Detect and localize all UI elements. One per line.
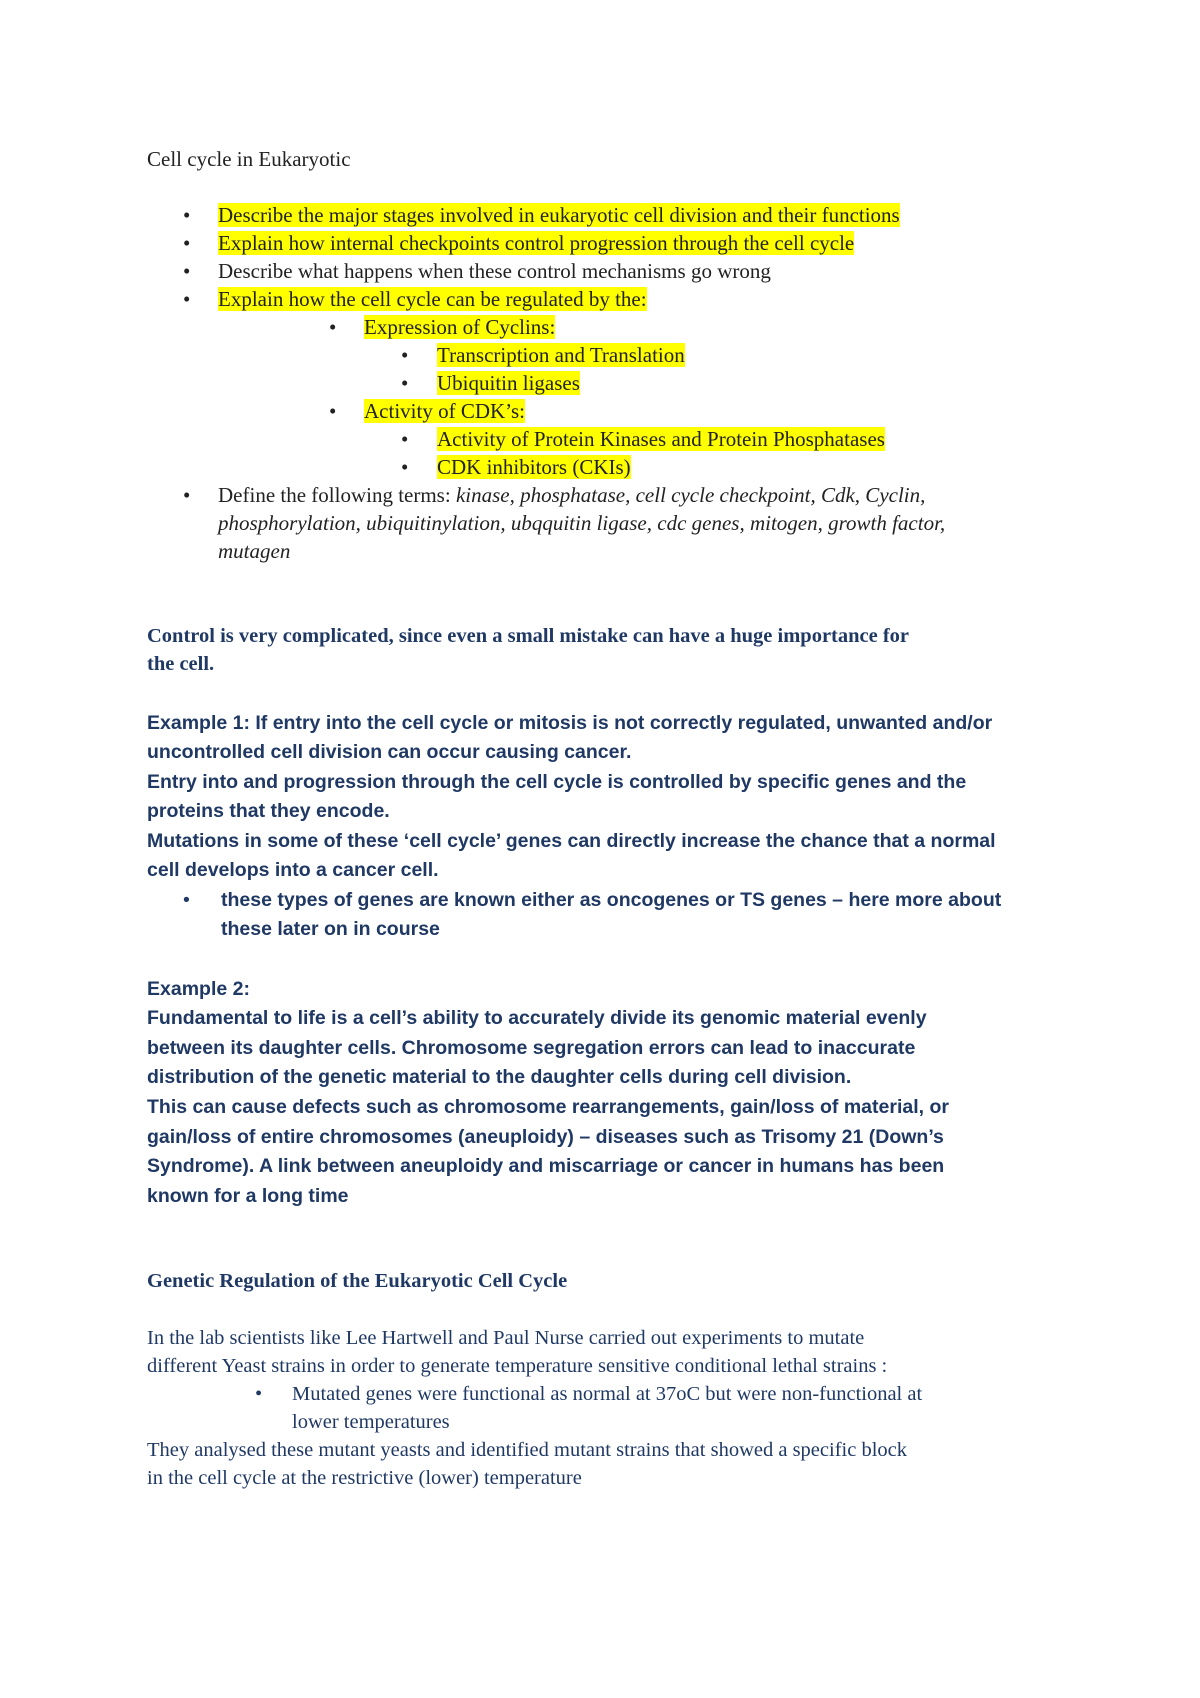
example1-line1: Example 1: If entry into the cell cycle or mitosis is not correctly regulated, unwanted and/or (147, 712, 993, 734)
example2-line1: Fundamental to life is a cell’s ability to accurately divide its genomic material evenly (147, 1007, 927, 1029)
bullet: • (255, 1383, 263, 1405)
example1-line2: uncontrolled cell division can occur causing cancer. (147, 741, 632, 763)
control-line2: the cell. (147, 653, 215, 675)
list-item: Activity of CDK’s: (364, 399, 525, 423)
example1-line4: proteins that they encode. (147, 800, 390, 822)
bullet: • (329, 315, 337, 339)
list-item: Transcription and Translation (437, 343, 685, 367)
example1-bullet-line1: these types of genes are known either as oncogenes or TS genes – here more about (221, 889, 1002, 911)
example1-line3: Entry into and progression through the cell cycle is controlled by specific genes and the (147, 771, 967, 793)
define-terms-line2: phosphorylation, ubiquitinylation, ubqquitin ligase, cdc genes, mitogen, growth factor, (218, 511, 946, 535)
list-item: Activity of Protein Kinases and Protein Phosphatases (437, 427, 885, 451)
genetic-line2: different Yeast strains in order to generate temperature sensitive conditional lethal strains : (147, 1355, 888, 1377)
example1-bullet-line2: these later on in course (221, 918, 440, 940)
bullet: • (183, 231, 191, 255)
example2-line3: distribution of the genetic material to the daughter cells during cell division. (147, 1066, 852, 1088)
example2-line4: This can cause defects such as chromosome rearrangements, gain/loss of material, or (147, 1096, 949, 1118)
bullet: • (401, 427, 409, 451)
genetic-line4: in the cell cycle at the restrictive (lower) temperature (147, 1467, 582, 1489)
bullet: • (401, 371, 409, 395)
example2-line6: Syndrome). A link between aneuploidy and miscarriage or cancer in humans has been (147, 1155, 945, 1177)
document-title: Cell cycle in Eukaryotic (147, 147, 351, 171)
example2-line5: gain/loss of entire chromosomes (aneuploidy) – diseases such as Trisomy 21 (Down’s (147, 1126, 944, 1148)
control-line1: Control is very complicated, since even a small mistake can have a huge importance for (147, 625, 910, 647)
list-item: Expression of Cyclins: (364, 315, 556, 339)
genetic-bullet-line1: Mutated genes were functional as normal at 37oC but were non-functional at (292, 1383, 923, 1405)
define-terms-line3: mutagen (218, 539, 291, 563)
bullet: • (183, 889, 190, 911)
example2-line2: between its daughter cells. Chromosome segregation errors can lead to inaccurate (147, 1037, 916, 1059)
genetic-line3: They analysed these mutant yeasts and identified mutant strains that showed a specific block (147, 1439, 907, 1461)
example2-line7: known for a long time (147, 1185, 349, 1207)
bullet: • (401, 343, 409, 367)
list-item: Explain how internal checkpoints control progression through the cell cycle (218, 231, 855, 255)
bullet: • (183, 483, 191, 507)
example1-line5: Mutations in some of these ‘cell cycle’ genes can directly increase the chance that a normal (147, 830, 996, 852)
bullet: • (183, 259, 191, 283)
list-item: Describe what happens when these control mechanisms go wrong (218, 259, 771, 283)
list-item: CDK inhibitors (CKIs) (437, 455, 631, 479)
bullet: • (183, 287, 191, 311)
list-item: Explain how the cell cycle can be regulated by the: (218, 287, 647, 311)
define-terms-line1: Define the following terms: kinase, phosphatase, cell cycle checkpoint, Cdk, Cyclin, (218, 483, 926, 507)
list-item: Ubiquitin ligases (437, 371, 580, 395)
genetic-line1: In the lab scientists like Lee Hartwell and Paul Nurse carried out experiments to mutate (147, 1327, 865, 1349)
example1-line6: cell develops into a cancer cell. (147, 859, 439, 881)
example2-label: Example 2: (147, 978, 250, 1000)
genetic-bullet-line2: lower temperatures (292, 1411, 450, 1433)
list-item: Describe the major stages involved in eukaryotic cell division and their functions (218, 203, 900, 227)
section-heading: Genetic Regulation of the Eukaryotic Cell Cycle (147, 1270, 568, 1292)
bullet: • (401, 455, 409, 479)
bullet: • (183, 203, 191, 227)
bullet: • (329, 399, 337, 423)
